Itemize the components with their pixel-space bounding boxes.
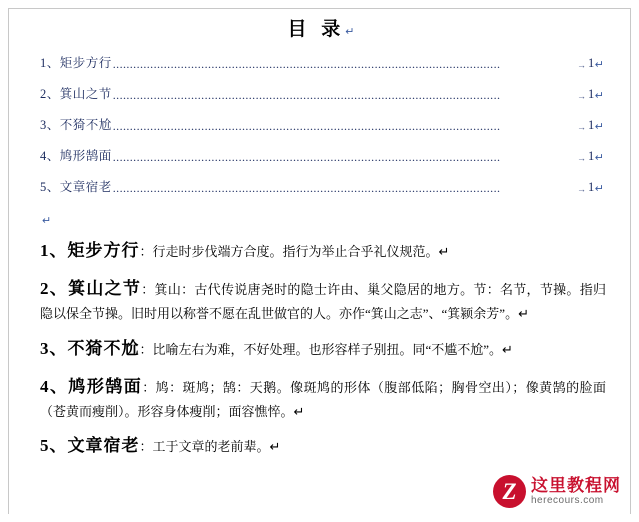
entry-5 — [32, 432, 610, 460]
paragraph-mark-icon: ↵ — [594, 121, 604, 133]
list-item[interactable] — [40, 115, 604, 133]
entry-2 — [32, 275, 610, 324]
paragraph-mark-icon: ↵ — [594, 152, 604, 164]
list-item[interactable] — [40, 53, 604, 71]
toc-dot-leader: .................................................................................................................. — [112, 89, 501, 101]
watermark-texts — [531, 477, 621, 507]
entry-separator: ： — [139, 341, 153, 357]
entry-heading: 5、文章宿老 — [40, 436, 140, 456]
toc-item-page: 1 — [588, 56, 595, 70]
entry-separator: ： — [142, 379, 156, 395]
tab-arrow-icon: → — [577, 153, 587, 163]
tab-arrow-icon: → — [577, 122, 587, 132]
toc-item-label: 5、文章宿老 — [40, 180, 112, 194]
page-border-right — [630, 8, 631, 514]
entry-heading: 1、矩步方行 — [40, 241, 140, 260]
toc-dot-leader: .................................................................................................................. — [112, 151, 501, 163]
document-content — [32, 14, 610, 470]
page-title — [32, 14, 610, 41]
entry-separator: ： — [139, 244, 153, 259]
paragraph-mark-icon: ↵ — [345, 26, 355, 38]
entry-body: 工于文章的老前辈。↵ — [152, 439, 281, 455]
entry-body: 鸠：斑鸠；鹄：天鹅。像斑鸠的形体（腹部低陷；胸骨空出）；像黄鹄的脸面（苍黄而瘦削）。形容身体瘦削；面容憔悴。↵ — [40, 379, 606, 419]
entry-3 — [32, 335, 610, 363]
table-of-contents — [32, 53, 610, 195]
entry-1 — [32, 237, 610, 265]
paragraph-mark-icon: ↵ — [594, 90, 604, 102]
tab-arrow-icon: → — [577, 60, 587, 70]
page-border-left — [8, 8, 9, 514]
list-item[interactable] — [40, 84, 604, 102]
entry-body: 箕山：古代传说唐尧时的隐士许由、巢父隐居的地方。节：名节，节操。指归隐以保全节操。旧时用以称誉不愿在乱世做官的人。亦作“箕山之志”、“箕颍余芳”。↵ — [40, 282, 606, 322]
toc-item-label: 2、箕山之节 — [40, 87, 112, 101]
entry-heading: 4、鸠形鹄面 — [40, 376, 143, 396]
watermark-site-name: 这里教程网 — [531, 475, 621, 495]
site-watermark — [493, 475, 621, 508]
tab-arrow-icon: → — [577, 184, 587, 194]
entry-separator: ： — [139, 439, 153, 455]
toc-item-page: 1 — [588, 118, 595, 132]
entry-heading: 2、箕山之节 — [40, 279, 142, 299]
entry-separator: ： — [141, 282, 155, 298]
toc-item-page: 1 — [588, 180, 595, 194]
toc-dot-leader: .................................................................................................................. — [112, 182, 501, 194]
entry-heading: 3、不猗不尬 — [40, 338, 140, 358]
toc-item-page: 1 — [588, 149, 595, 163]
watermark-site-url: herecours.com — [531, 495, 604, 507]
page-border-top — [8, 8, 631, 9]
entry-body: 行走时步伐端方合度。指行为举止合乎礼仪规范。↵ — [152, 244, 450, 259]
entry-body: 比喻左右为难，不好处理。也形容样子别扭。同“不尴不尬”。↵ — [152, 341, 513, 357]
tab-arrow-icon: → — [577, 91, 587, 101]
empty-paragraph — [32, 211, 610, 225]
toc-item-page: 1 — [588, 87, 595, 101]
logo-icon: Z — [493, 475, 526, 508]
paragraph-mark-icon: ↵ — [42, 215, 52, 227]
toc-item-label: 3、不猗不尬 — [40, 118, 112, 132]
entry-4 — [32, 373, 610, 422]
paragraph-mark-icon: ↵ — [594, 59, 604, 71]
page-title-text: 目 录 — [287, 19, 346, 40]
toc-dot-leader: .................................................................................................................. — [112, 58, 501, 70]
list-item[interactable] — [40, 146, 604, 164]
list-item[interactable] — [40, 177, 604, 195]
toc-dot-leader: .................................................................................................................. — [112, 120, 501, 132]
paragraph-mark-icon: ↵ — [594, 183, 604, 195]
toc-item-label: 1、矩步方行 — [40, 56, 112, 70]
toc-item-label: 4、鸠形鹄面 — [40, 149, 112, 163]
